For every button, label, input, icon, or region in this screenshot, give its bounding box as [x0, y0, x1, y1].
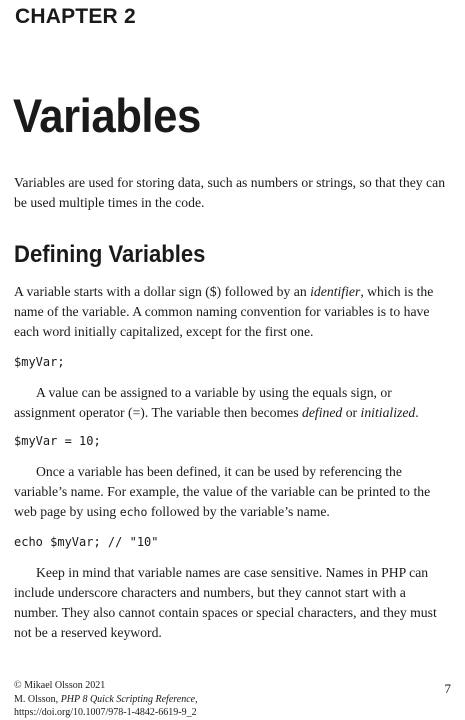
- text-run: A value can be assigned to a variable by using the equals sign, or assignment operator (=). The variable then becomes: [14, 385, 392, 420]
- paragraph-referencing: [14, 462, 450, 522]
- footer-book-title: PHP 8 Quick Scripting Reference: [60, 693, 196, 705]
- paragraph-assignment: [14, 383, 450, 423]
- text-run: , which is the name of the variable. A common naming convention for variables is to have each word initially capitalized, except for the first one.: [14, 284, 434, 339]
- footer-citation: [14, 679, 198, 720]
- footer-citation-prefix: M. Olsson,: [14, 693, 61, 705]
- footer-doi-link[interactable]: https://doi.org/10.1007/978-1-4842-6619-9_2: [14, 707, 197, 718]
- text-run: A variable starts with a dollar sign ($) followed by an: [14, 284, 311, 299]
- paragraph-dollar-sign: [14, 282, 450, 342]
- chapter-title: Variables: [13, 89, 201, 142]
- emphasis-defined: defined: [301, 405, 343, 420]
- code-line-assignment: $myVar = 10;: [14, 434, 101, 448]
- code-line-echo: echo $myVar; // "10": [14, 535, 159, 549]
- page-number: 7: [444, 681, 451, 696]
- inline-code-echo: echo: [119, 505, 148, 519]
- intro-paragraph: Variables are used for storing data, such as numbers or strings, so that they can be used multiple times in the code.: [14, 175, 446, 210]
- emphasis-identifier: identifier: [310, 284, 361, 299]
- footer-copyright: © Mikael Olsson 2021: [14, 680, 106, 691]
- text-run: or: [342, 405, 361, 420]
- text-run: Once a variable has been defined, it can be used by referencing the variable’s name. For example, the value of the variable can be printed to the web page by using: [14, 464, 431, 519]
- code-line-declaration: $myVar;: [14, 355, 65, 369]
- emphasis-initialized: initialized: [360, 405, 416, 420]
- text-run: .: [415, 405, 419, 420]
- chapter-label: CHAPTER 2: [15, 5, 136, 28]
- paragraph-case-sensitive: Keep in mind that variable names are case sensitive. Names in PHP can include underscore characters and numbers, but they cannot start with a number. They also cannot contain spaces or special characters, and they must not be a reserved keyword.: [14, 565, 437, 640]
- section-heading: Defining Variables: [14, 241, 206, 268]
- text-run: followed by the variable’s name.: [147, 504, 330, 519]
- footer-citation-suffix: ,: [195, 693, 198, 705]
